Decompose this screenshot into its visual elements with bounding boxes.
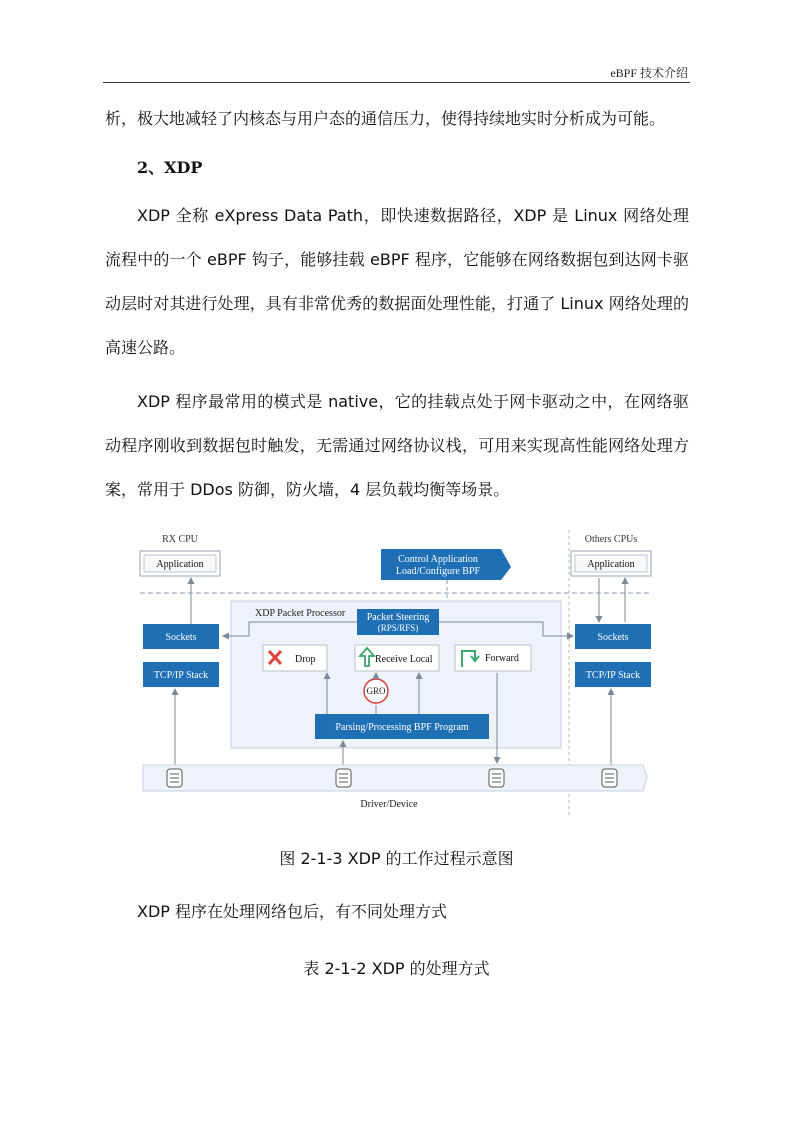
application-label-rx: Application bbox=[156, 559, 204, 570]
table-caption: 表 2-1-2 XDP 的处理方式 bbox=[303, 959, 490, 978]
paragraph-xdp-intro: XDP 全称 eXpress Data Path，即快速数据路径，XDP 是 Linux 网络处理流程中的一个 eBPF 钩子，能够挂载 eBPF 程序，它能够在网络数据包到达网卡驱动层时对其进行处理，具有非常优秀的数据面处理性能，打通了 Linux 网络处理的高速公路。 bbox=[105, 206, 689, 357]
tcp-ip-stack-label-others: TCP/IP Stack bbox=[585, 670, 641, 681]
queue-icon-1 bbox=[167, 769, 182, 787]
xdp-packet-processor-label: XDP Packet Processor bbox=[255, 608, 346, 619]
sockets-label-rx: Sockets bbox=[165, 632, 197, 643]
gro-label: GRO bbox=[366, 686, 386, 696]
queue-icon-3 bbox=[489, 769, 504, 787]
load-configure-label: Load/Configure BPF bbox=[395, 566, 481, 577]
paragraph-after-figure: XDP 程序在处理网络包后，有不同处理方式 bbox=[137, 902, 448, 921]
rx-cpu-label: RX CPU bbox=[162, 534, 198, 545]
driver-device-label: Driver/Device bbox=[360, 799, 418, 810]
drop-label: Drop bbox=[295, 654, 316, 665]
control-application-label: Control Application bbox=[398, 554, 478, 565]
paragraph-continued: 析，极大地减轻了内核态与用户态的通信压力，使得持续地实时分析成为可能。 bbox=[105, 109, 666, 128]
rps-rfs-label: (RPS/RFS) bbox=[377, 623, 419, 633]
header-divider bbox=[103, 82, 690, 83]
driver-device-bar bbox=[143, 765, 647, 791]
page-header-title: eBPF 技术介绍 bbox=[610, 66, 688, 80]
receive-local-label: Receive Local bbox=[375, 654, 433, 665]
paragraph-xdp-native: XDP 程序最常用的模式是 native，它的挂载点处于网卡驱动之中，在网络驱动程序刚收到数据包时触发，无需通过网络协议栈，可用来实现高性能网络处理方案，常用于 DDos 防御，防火墙，4 层负载均衡等场景。 bbox=[105, 392, 689, 499]
packet-steering-label: Packet Steering bbox=[366, 612, 430, 623]
tcp-ip-stack-label-rx: TCP/IP Stack bbox=[153, 670, 209, 681]
section-heading-xdp: 2、XDP bbox=[137, 158, 203, 177]
forward-label: Forward bbox=[485, 653, 519, 664]
xdp-diagram bbox=[135, 525, 655, 820]
figure-caption: 图 2-1-3 XDP 的工作过程示意图 bbox=[279, 849, 514, 868]
queue-icon-4 bbox=[602, 769, 617, 787]
sockets-label-others: Sockets bbox=[597, 632, 629, 643]
parsing-program-label: Parsing/Processing BPF Program bbox=[335, 722, 469, 733]
others-cpus-label: Others CPUs bbox=[584, 534, 638, 545]
application-label-others: Application bbox=[587, 559, 635, 570]
queue-icon-2 bbox=[336, 769, 351, 787]
